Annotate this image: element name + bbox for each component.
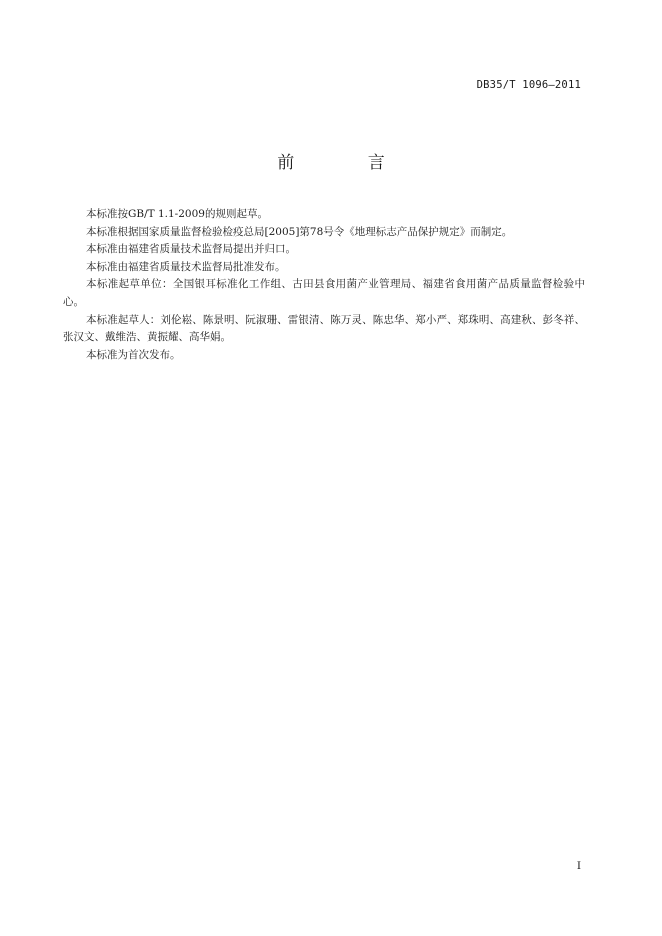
paragraph-drafting-units: 本标准起草单位：全国银耳标准化工作组、古田县食用菌产业管理局、福建省食用菌产品质量监督检验中心。	[63, 278, 585, 308]
paragraph-proposer: 本标准由福建省质量技术监督局提出并归口。	[86, 243, 296, 256]
paragraph-legal-basis: 本标准根据国家质量监督检验检疫总局[2005]第78号令《地理标志产品保护规定》而制定。	[86, 225, 513, 238]
paragraph-drafters: 本标准起草人：刘伦崧、陈景明、阮淑珊、雷银清、陈万灵、陈忠华、郑小严、郑珠明、高建秋、彭冬祥、张汉文、戴维浩、黄振耀、高华娟。	[63, 313, 585, 344]
standard-code: DB35/T 1096—2011	[476, 79, 581, 91]
page-title: 前 言	[277, 153, 419, 173]
paragraph-first-release: 本标准为首次发布。	[86, 348, 181, 361]
page-number: I	[576, 860, 581, 872]
paragraph-drafting-rules: 本标准按GB/T 1.1-2009的规则起草。	[86, 208, 268, 220]
foreword-body	[63, 206, 585, 364]
paragraph-approver: 本标准由福建省质量技术监督局批准发布。	[86, 260, 286, 273]
